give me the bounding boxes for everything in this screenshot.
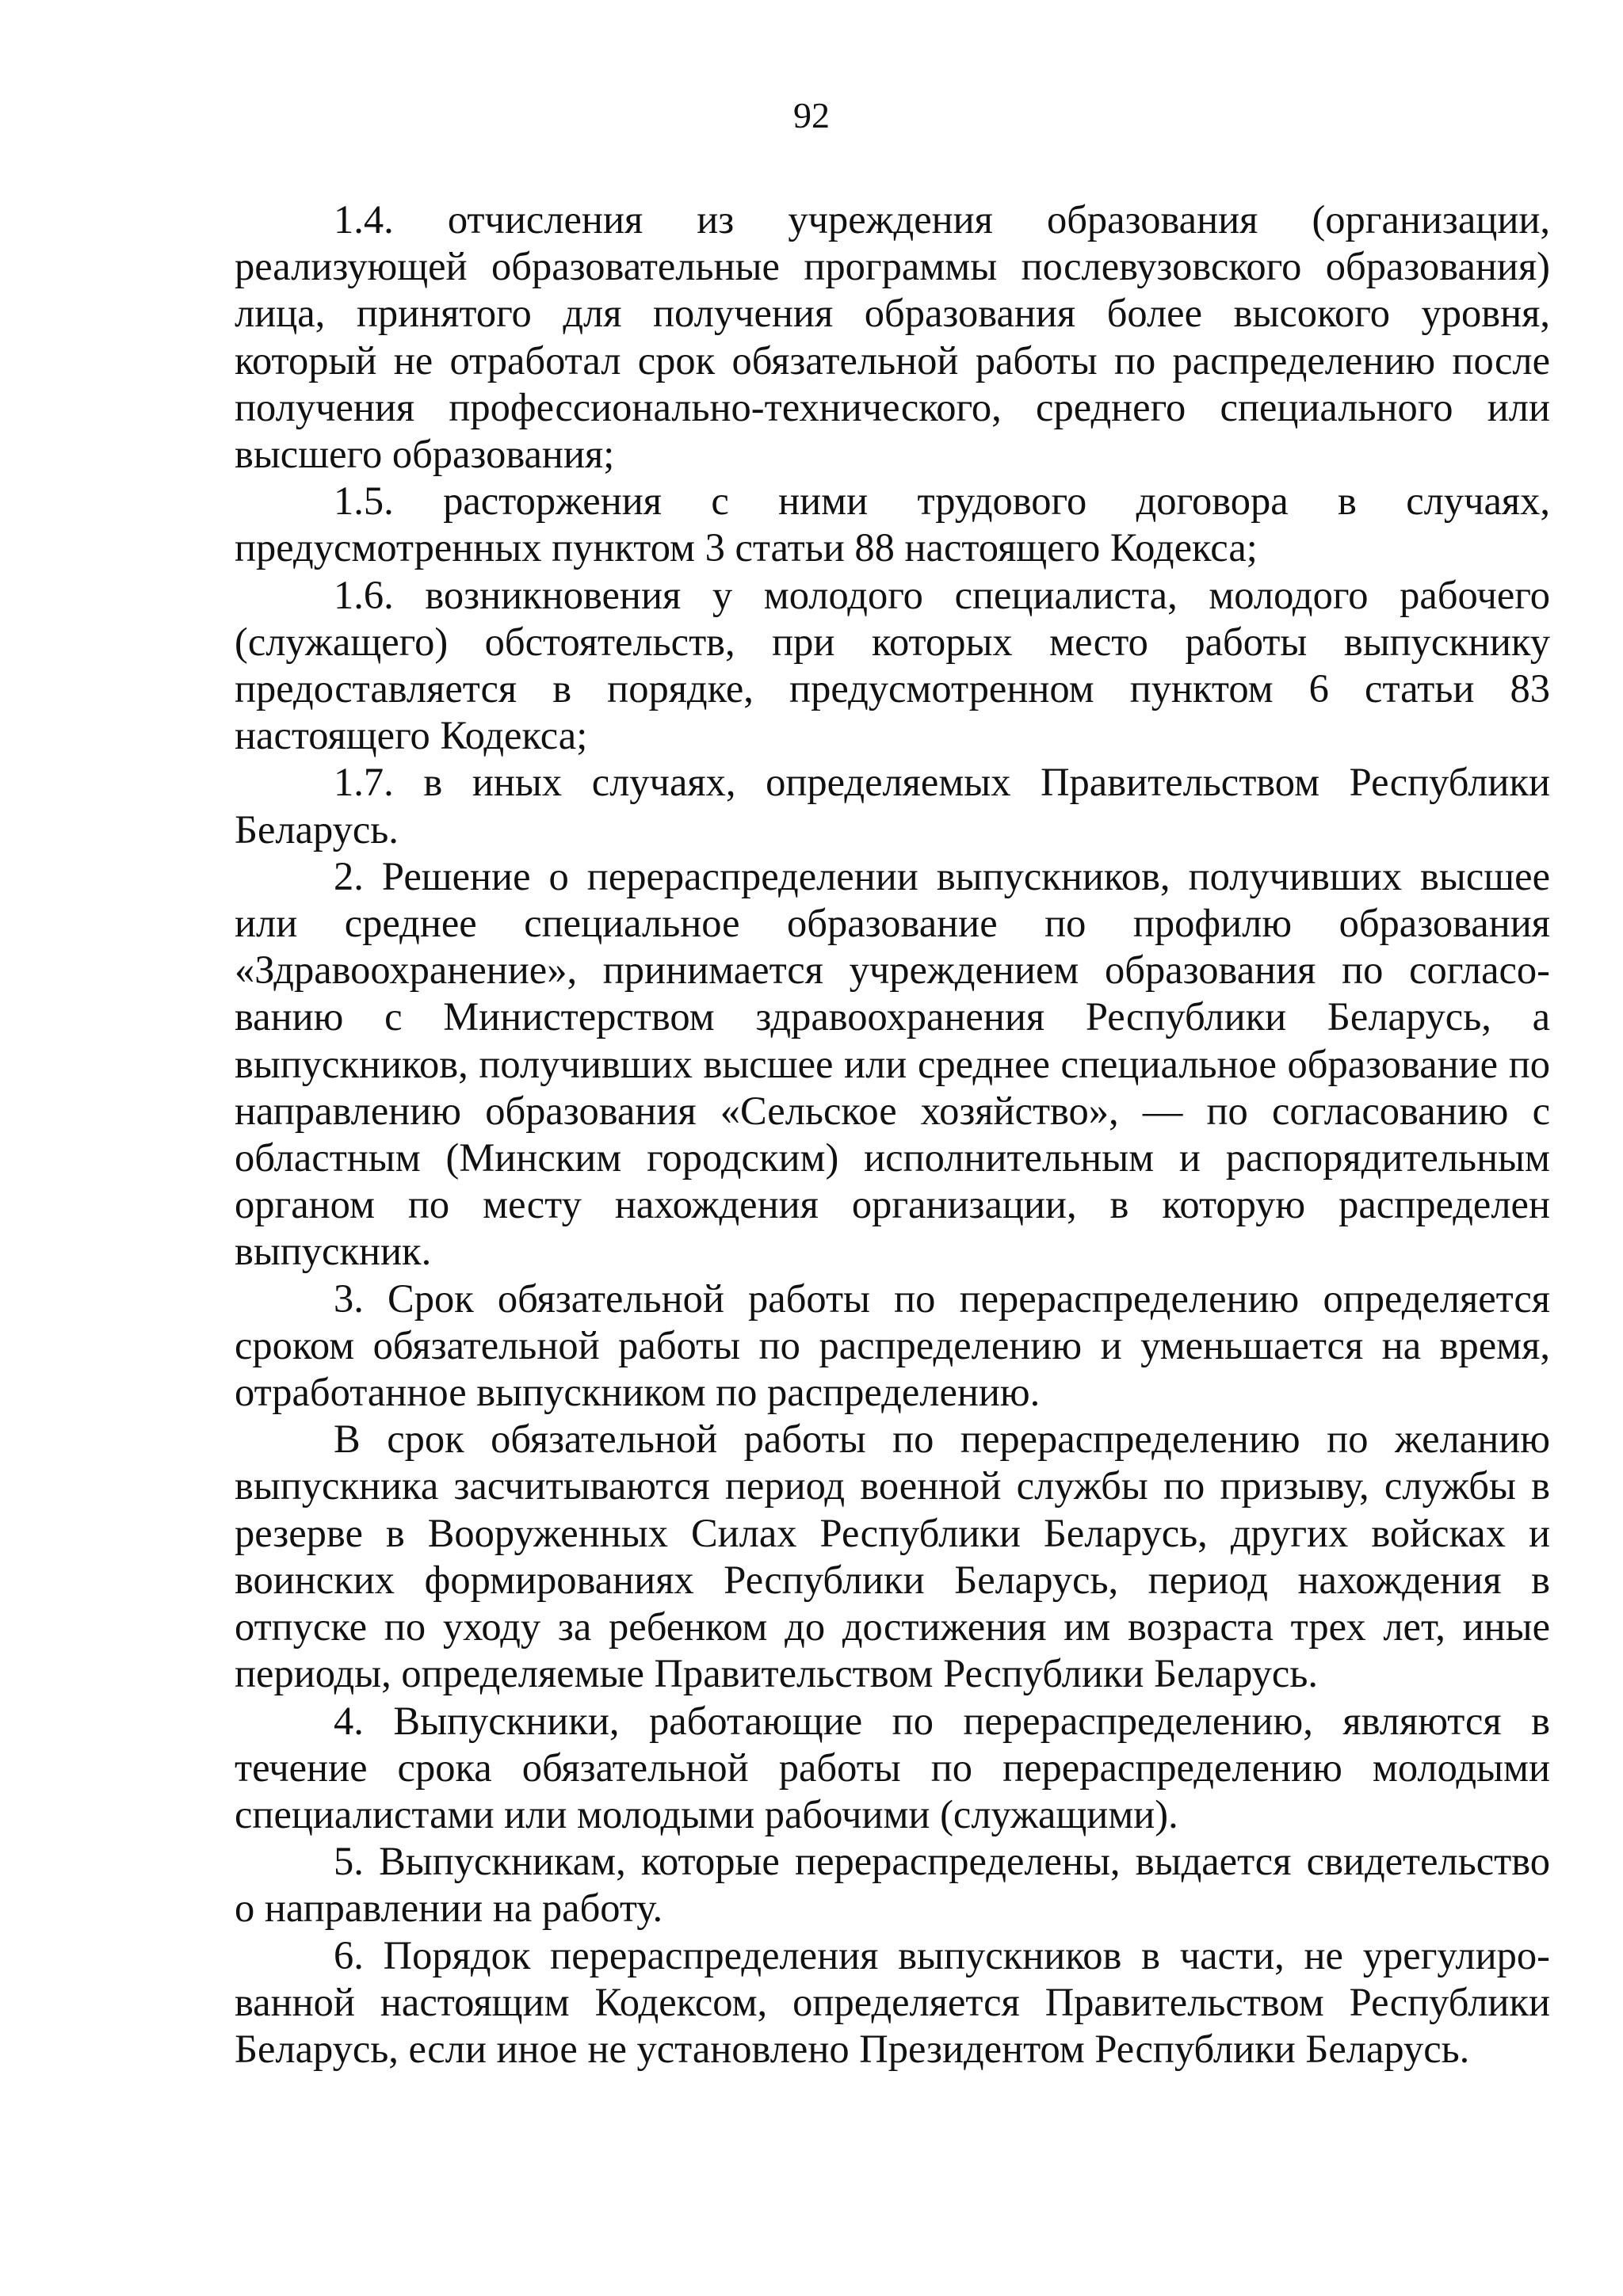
paragraph-1-4: 1.4. отчисления из учреждения образования (организации, реализующей образовательные программы послевузовского образования) лица, принятого для получения образования более высокого уровня, который не отработал срок обязательной работы по распределению после получения профессионально-технического, среднего специального или высшего образования; bbox=[235, 197, 1550, 477]
paragraph-4: 4. Выпускники, работающие по перераспределению, являются в течение срока обязательной работы по перераспределению молодыми специалистами или молодыми рабочими (служащими). bbox=[235, 1698, 1550, 1836]
paragraph-2: 2. Решение о перераспределении выпускников, получивших высшее или среднее специальное образование по профилю образования «Здравоохранение», принимается учреждением образования по согласованию с Министерством здравоохранения Республики Беларусь, а выпускников, получивших высшее или среднее специальное образование по направлению образования «Сельское хозяйство», — по согласованию с областным (Минским городским) исполнительным и распорядительным органом по месту нахождения организации, в которую распределен выпускник. bbox=[235, 853, 1550, 1274]
paragraph-6: 6. Порядок перераспределения выпускников в части, не урегулированной настоящим Кодексом, определяется Правительством Республики Беларусь, если иное не установлено Президентом Республики Беларусь. bbox=[235, 1932, 1550, 2071]
paragraph-1-7: 1.7. в иных случаях, определяемых Правительством Республики Беларусь. bbox=[235, 760, 1550, 852]
page-number: 92 bbox=[793, 95, 830, 135]
paragraph-1-5: 1.5. расторжения с ними трудового договора в случаях, предусмотренных пунктом 3 статьи 88 настоящего Кодекса; bbox=[235, 479, 1550, 570]
paragraph-3-continued: В срок обязательной работы по перераспределению по желанию выпускника засчитываются период военной службы по призыву, службы в резерве в Вооруженных Силах Республики Беларусь, других войсках и воинских формированиях Республики Беларусь, период нахождения в отпуске по уходу за ребенком до достижения им возраста трех лет, иные периоды, определяемые Правительством Республики Беларусь. bbox=[235, 1417, 1550, 1696]
paragraph-1-6: 1.6. возникновения у молодого специалиста, молодого рабочего (служащего) обстоятельств, при которых место работы выпускнику предоставляется в порядке, предусмотренном пунктом 6 статьи 83 настоящего Кодекса; bbox=[235, 572, 1550, 758]
paragraph-5: 5. Выпускникам, которые перераспределены, выдается свидетельство о направлении на работу. bbox=[235, 1839, 1550, 1931]
paragraph-3: 3. Срок обязательной работы по перераспределению определяется сроком обязательной работы по распределению и уменьшается на время, отработанное выпускником по распределению. bbox=[235, 1276, 1550, 1415]
document-body bbox=[235, 196, 1550, 2073]
